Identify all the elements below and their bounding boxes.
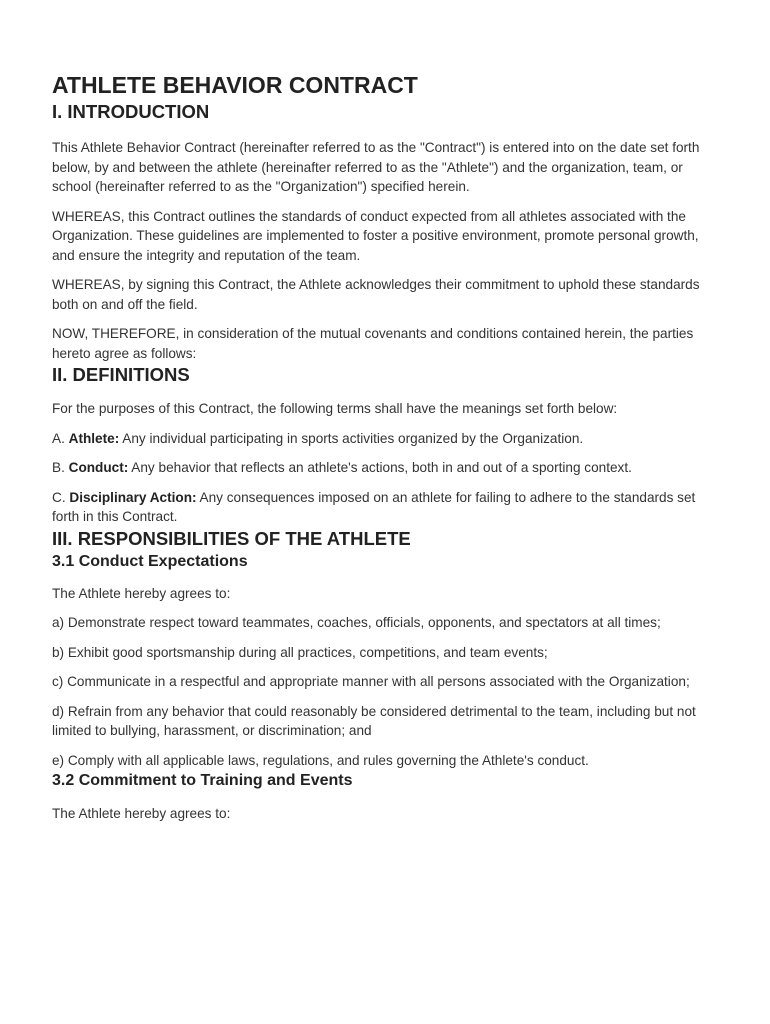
conduct-item: e) Comply with all applicable laws, regulations, and rules governing the Athlete's conduct. [52,752,589,768]
document-title: ATHLETE BEHAVIOR CONTRACT [52,72,418,98]
conduct-item: c) Communicate in a respectful and appropriate manner with all persons associated with the Organization; [52,674,690,689]
definition-term: Athlete: [68,430,120,446]
definition-prefix: A. [52,430,69,446]
intro-paragraph: WHEREAS, this Contract outlines the standards of conduct expected from all athletes associated with the Organization. These guidelines are implemented to foster a positive environment, promote personal growth, and ensure the integrity and reputation of the team. [52,208,699,263]
conduct-item: b) Exhibit good sportsmanship during all practices, competitions, and team events; [52,644,548,660]
intro-paragraph: NOW, THEREFORE, in consideration of the mutual covenants and conditions contained herein, the parties hereto agree as follows: [52,326,694,361]
intro-paragraph: This Athlete Behavior Contract (hereinafter referred to as the "Contract") is entered into on the date set forth below, by and between the athlete (hereinafter referred to as the "Athlete") and the organization, team, or school (hereinafter referred to as the "Organization") specified herein. [52,140,700,194]
definition-item [52,429,722,449]
definition-term: Conduct: [68,460,129,475]
subsection-training-heading: 3.2 Commitment to Training and Events [52,772,353,789]
definitions-intro: For the purposes of this Contract, the following terms shall have the meanings set forth below: [52,401,618,416]
definition-prefix: C. [52,489,70,505]
section-definitions-heading: II. DEFINITIONS [52,364,190,385]
section-responsibilities-heading: III. RESPONSIBILITIES OF THE ATHLETE [52,527,411,549]
subsection-conduct-heading: 3.1 Conduct Expectations [52,552,248,570]
training-intro: The Athlete hereby agrees to: [52,806,231,821]
intro-paragraph: WHEREAS, by signing this Contract, the Athlete acknowledges their commitment to uphold these standards both on and off the field. [52,277,700,312]
definition-prefix: B. [52,460,69,475]
conduct-intro: The Athlete hereby agrees to: [52,585,231,601]
conduct-item: d) Refrain from any behavior that could reasonably be considered detrimental to the team, including but not limited to bullying, harassment, or discrimination; and [52,703,696,738]
conduct-item: a) Demonstrate respect toward teammates, coaches, officials, opponents, and spectators at all times; [52,615,661,630]
definition-text: Any individual participating in sports activities organized by the Organization. [119,430,584,446]
definition-item [52,458,722,478]
section-introduction-heading: I. INTRODUCTION [52,101,210,122]
contract-document [52,70,722,824]
definition-term: Disciplinary Action: [69,489,197,505]
definition-text: Any consequences imposed on an athlete for failing to adhere to the standards set forth in this Contract. [52,489,696,524]
definition-item [52,488,722,527]
definition-text: Any behavior that reflects an athlete's actions, both in and out of a sporting context. [128,460,632,475]
